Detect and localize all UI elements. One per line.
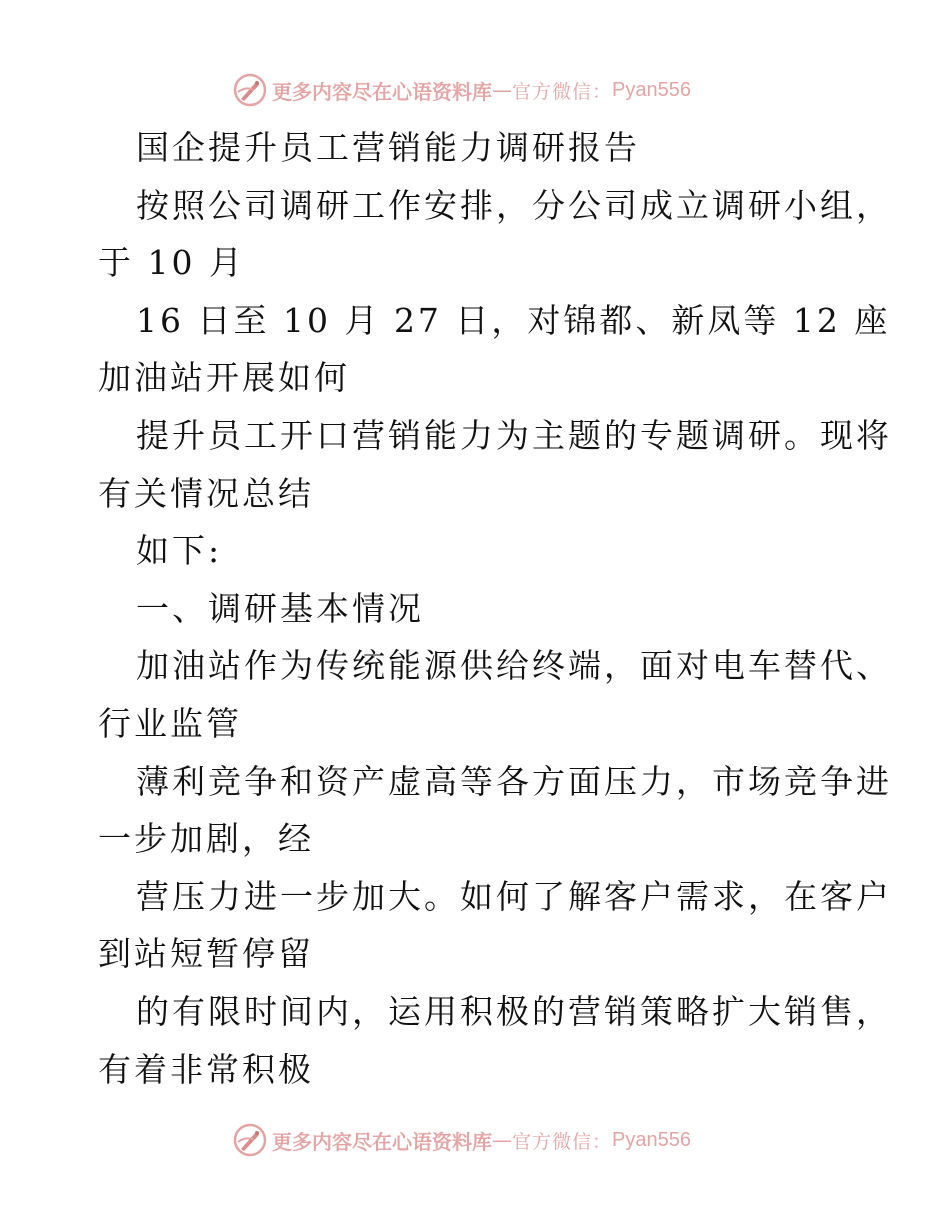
header-banner [232, 70, 691, 110]
document-title: 国企提升员工营销能力调研报告 [136, 128, 640, 167]
site-name: 更多内容尽在心语资料库 [272, 1129, 492, 1154]
wechat-id: Pyan556 [612, 78, 691, 101]
text-line: 加油站作为传统能源供给终端，面对电车替代、 [136, 646, 892, 686]
text-line: 到站短暂停留 [98, 934, 314, 974]
text-line: 如下: [136, 531, 223, 571]
document-body [98, 119, 892, 1098]
text-line: 16 日至 10 月 27 日，对锦都、新凤等 12 座 [136, 300, 891, 340]
text-line: 有关情况总结 [98, 473, 314, 513]
text-line: 提升员工开口营销能力为主题的专题调研。现将 [136, 415, 892, 455]
text-line: 营压力进一步加大。如何了解客户需求，在客户 [136, 876, 892, 916]
text-line: 薄利竞争和资产虚高等各方面压力，市场竞争进 [136, 761, 892, 801]
wechat-label: 官方微信： [512, 1130, 613, 1153]
text-line: 一步加剧，经 [98, 819, 314, 859]
banner-separator: — [492, 1128, 512, 1152]
wechat-id: Pyan556 [612, 1128, 691, 1151]
text-line: 行业监管 [98, 703, 242, 743]
quill-logo-icon [232, 72, 268, 108]
text-line: 的有限时间内，运用积极的营销策略扩大销售， [136, 991, 892, 1031]
text-line: 有着非常积极 [98, 1049, 314, 1089]
banner-separator: — [492, 78, 512, 102]
footer-banner [232, 1120, 691, 1160]
wechat-label: 官方微信： [512, 80, 613, 103]
text-line: 于 10 月 [98, 243, 245, 283]
section-heading: 一、调研基本情况 [136, 588, 424, 628]
text-line: 加油站开展如何 [98, 358, 350, 398]
site-name: 更多内容尽在心语资料库 [272, 79, 492, 104]
text-line: 按照公司调研工作安排，分公司成立调研小组， [136, 185, 892, 225]
quill-logo-icon [232, 1122, 268, 1158]
